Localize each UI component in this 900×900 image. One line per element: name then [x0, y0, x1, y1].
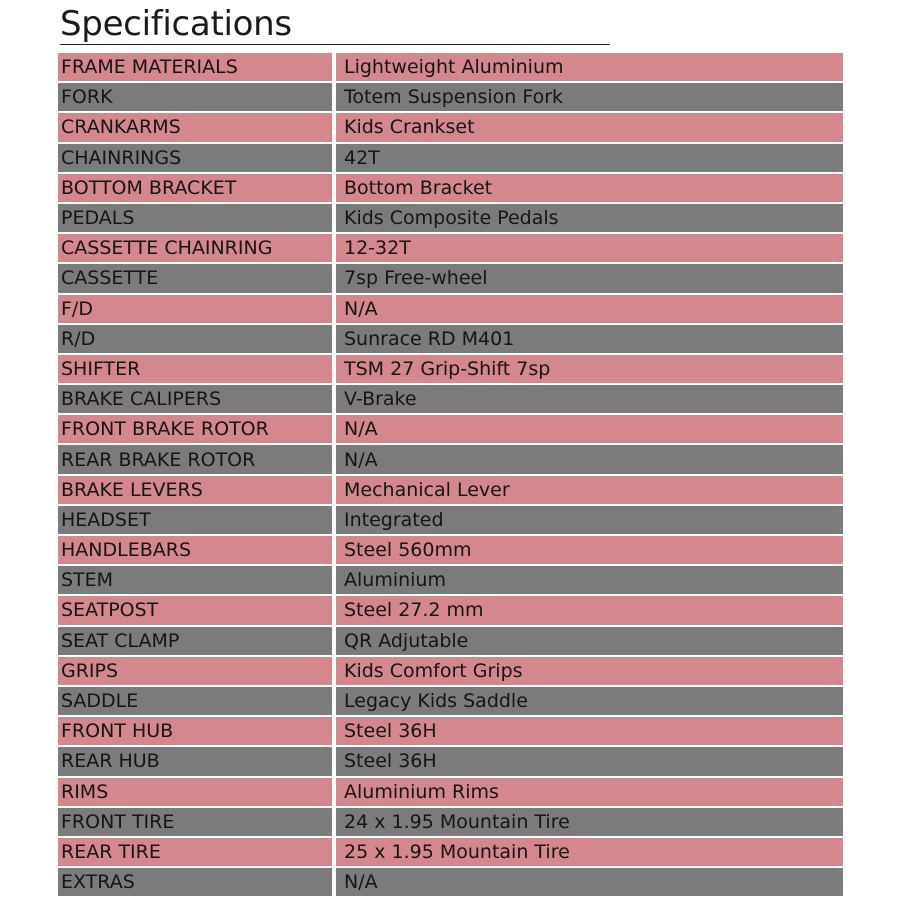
spec-value: Integrated	[336, 506, 843, 534]
spec-value: Bottom Bracket	[336, 174, 843, 202]
spec-label: RIMS	[58, 778, 332, 806]
spec-label: CASSETTE CHAINRING	[58, 234, 332, 262]
spec-label: SADDLE	[58, 687, 332, 715]
spec-label: REAR BRAKE ROTOR	[58, 445, 332, 473]
spec-value: 24 x 1.95 Mountain Tire	[336, 808, 843, 836]
spec-row	[58, 596, 843, 624]
spec-row	[58, 204, 843, 232]
spec-label: EXTRAS	[58, 868, 332, 896]
spec-row	[58, 566, 843, 594]
spec-row	[58, 445, 843, 473]
spec-label: BOTTOM BRACKET	[58, 174, 332, 202]
spec-row	[58, 234, 843, 262]
spec-value: Aluminium Rims	[336, 778, 843, 806]
spec-value: N/A	[336, 295, 843, 323]
spec-label: HEADSET	[58, 506, 332, 534]
spec-label: CASSETTE	[58, 264, 332, 292]
spec-value: Kids Composite Pedals	[336, 204, 843, 232]
spec-label: CHAINRINGS	[58, 144, 332, 172]
spec-value: Lightweight Aluminium	[336, 53, 843, 81]
spec-label: R/D	[58, 325, 332, 353]
spec-value: Kids Comfort Grips	[336, 657, 843, 685]
spec-label: REAR HUB	[58, 747, 332, 775]
spec-value: Aluminium	[336, 566, 843, 594]
spec-row	[58, 778, 843, 806]
spec-label: FRONT HUB	[58, 717, 332, 745]
spec-row	[58, 747, 843, 775]
spec-row	[58, 325, 843, 353]
spec-value: Sunrace RD M401	[336, 325, 843, 353]
spec-row	[58, 113, 843, 141]
spec-row	[58, 717, 843, 745]
spec-label: FRONT BRAKE ROTOR	[58, 415, 332, 443]
spec-label: GRIPS	[58, 657, 332, 685]
spec-row	[58, 355, 843, 383]
spec-row	[58, 687, 843, 715]
spec-label: SHIFTER	[58, 355, 332, 383]
spec-label: FRAME MATERIALS	[58, 53, 332, 81]
spec-row	[58, 627, 843, 655]
spec-value: 7sp Free-wheel	[336, 264, 843, 292]
spec-row	[58, 174, 843, 202]
spec-row	[58, 53, 843, 81]
spec-row	[58, 144, 843, 172]
spec-value: Kids Crankset	[336, 113, 843, 141]
spec-label: REAR TIRE	[58, 838, 332, 866]
spec-row	[58, 476, 843, 504]
spec-value: Legacy Kids Saddle	[336, 687, 843, 715]
spec-label: BRAKE LEVERS	[58, 476, 332, 504]
spec-label: BRAKE CALIPERS	[58, 385, 332, 413]
spec-label: HANDLEBARS	[58, 536, 332, 564]
spec-row	[58, 295, 843, 323]
spec-value: N/A	[336, 415, 843, 443]
spec-value: Steel 560mm	[336, 536, 843, 564]
spec-row	[58, 506, 843, 534]
spec-row	[58, 868, 843, 896]
spec-row	[58, 83, 843, 111]
spec-value: TSM 27 Grip-Shift 7sp	[336, 355, 843, 383]
spec-value: Mechanical Lever	[336, 476, 843, 504]
spec-value: Steel 36H	[336, 747, 843, 775]
spec-value: N/A	[336, 445, 843, 473]
spec-value: Steel 36H	[336, 717, 843, 745]
page-title: Specifications	[60, 4, 292, 44]
spec-row	[58, 415, 843, 443]
spec-label: SEATPOST	[58, 596, 332, 624]
spec-value: 42T	[336, 144, 843, 172]
spec-label: STEM	[58, 566, 332, 594]
spec-row	[58, 385, 843, 413]
spec-value: 12-32T	[336, 234, 843, 262]
spec-value: QR Adjutable	[336, 627, 843, 655]
spec-label: FRONT TIRE	[58, 808, 332, 836]
spec-value: 25 x 1.95 Mountain Tire	[336, 838, 843, 866]
spec-value: V-Brake	[336, 385, 843, 413]
spec-table	[58, 53, 843, 898]
spec-label: PEDALS	[58, 204, 332, 232]
title-divider	[60, 44, 610, 45]
spec-value: Steel 27.2 mm	[336, 596, 843, 624]
spec-row	[58, 536, 843, 564]
spec-label: FORK	[58, 83, 332, 111]
spec-row	[58, 264, 843, 292]
spec-value: N/A	[336, 868, 843, 896]
spec-label: F/D	[58, 295, 332, 323]
spec-value: Totem Suspension Fork	[336, 83, 843, 111]
spec-label: SEAT CLAMP	[58, 627, 332, 655]
spec-row	[58, 808, 843, 836]
spec-row	[58, 838, 843, 866]
spec-label: CRANKARMS	[58, 113, 332, 141]
spec-row	[58, 657, 843, 685]
